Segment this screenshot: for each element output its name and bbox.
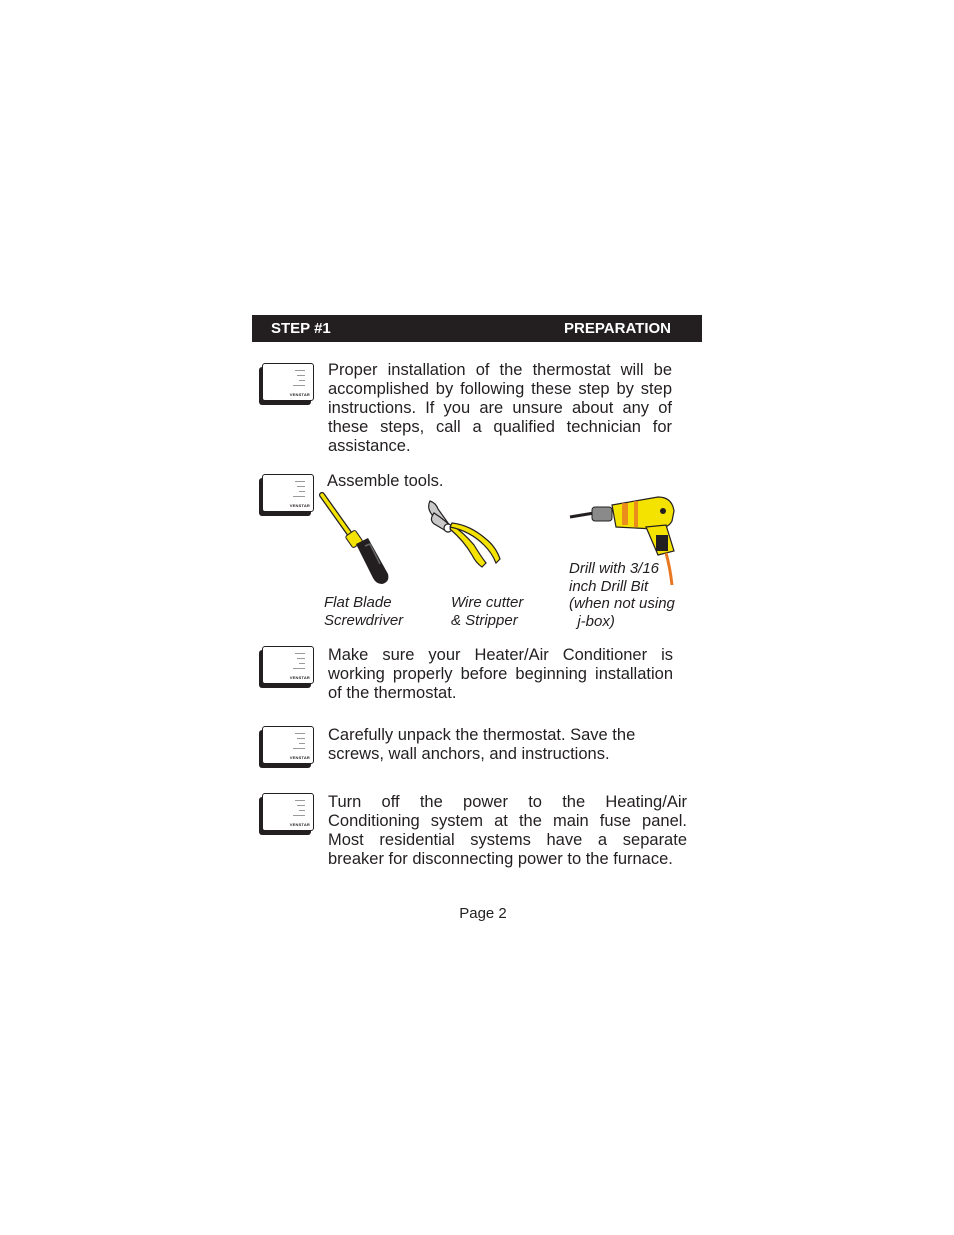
section-title: PREPARATION — [564, 320, 671, 337]
step-label: STEP #1 — [271, 320, 331, 337]
thermostat-icon: VENSTAR — [259, 793, 315, 835]
step-text-power-off: Turn off the power to the Heating/Air Conditioning system at the main fuse panel. Most residential systems have a separate breaker for disconnecting power to the furnace. — [328, 793, 687, 868]
thermostat-icon: VENSTAR — [259, 726, 315, 768]
section-header — [252, 315, 702, 342]
thermostat-icon: VENSTAR — [259, 474, 315, 516]
tool-caption-drill: Drill with 3/16 inch Drill Bit (when not using j-box) — [569, 560, 675, 630]
screwdriver-icon — [318, 492, 392, 586]
tool-caption-wire-cutter: Wire cutter & Stripper — [451, 594, 524, 629]
step-text-unpack: Carefully unpack the thermostat. Save the screws, wall anchors, and instructions. — [328, 726, 636, 763]
wire-cutter-icon — [424, 497, 502, 571]
thermostat-icon: VENSTAR — [259, 363, 315, 405]
step-text-check-system: Make sure your Heater/Air Conditioner is working properly before beginning installation of the thermostat. — [328, 646, 673, 702]
step-text-installation: Proper installation of the thermostat will be accomplished by following these step by step instructions. If you are unsure about any of these steps, call a qualified technician for assistance. — [328, 361, 672, 455]
tool-caption-screwdriver: Flat Blade Screwdriver — [324, 594, 404, 629]
page-number: Page 2 — [459, 905, 507, 922]
thermostat-icon: VENSTAR — [259, 646, 315, 688]
step-text-assemble-tools: Assemble tools. — [327, 472, 444, 490]
